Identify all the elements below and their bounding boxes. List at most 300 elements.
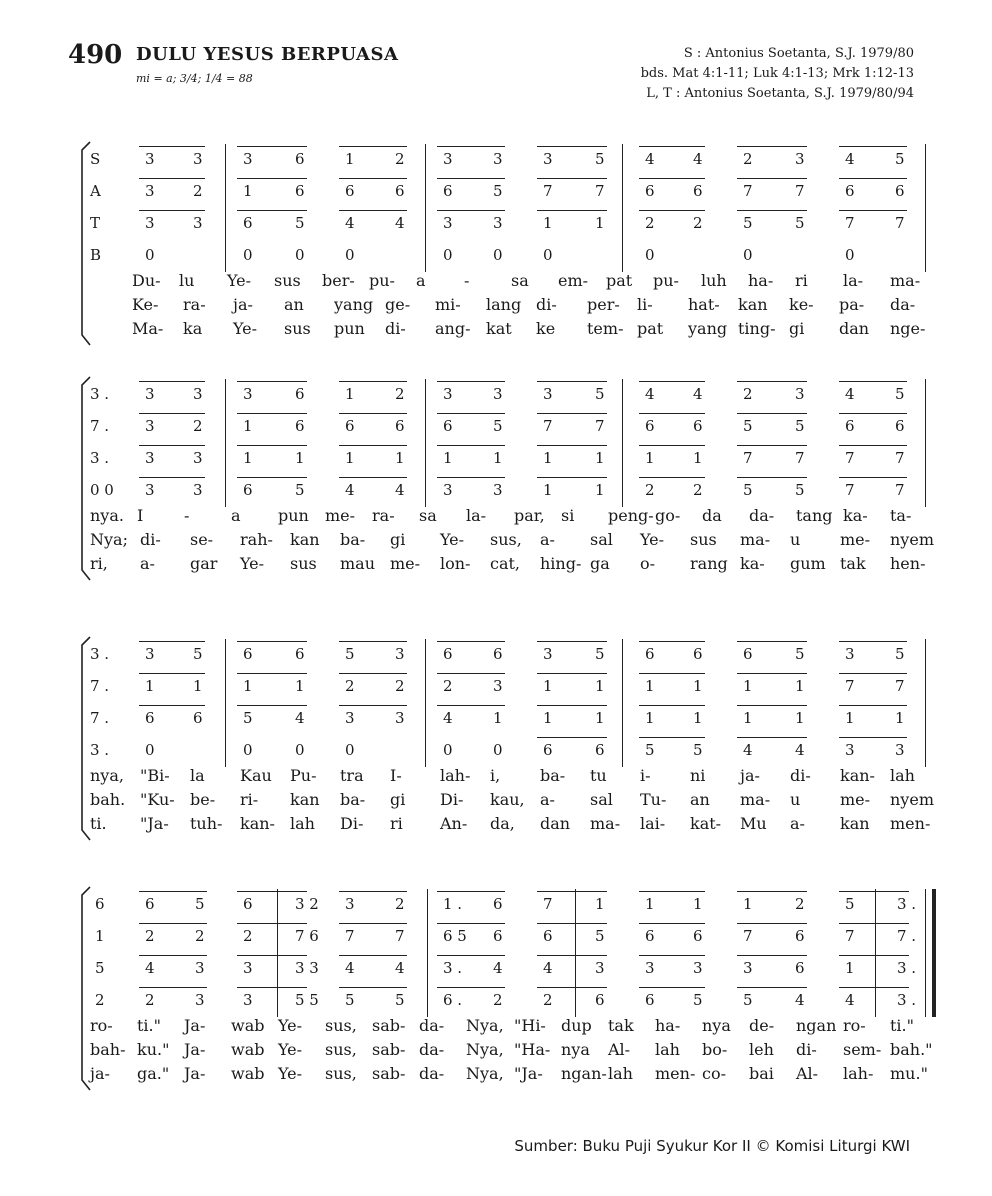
lyric-syllable: ja- (233, 295, 253, 314)
lyric-syllable: an (690, 790, 710, 809)
bar-line (925, 379, 926, 507)
lyric-syllable: bah- (90, 1040, 126, 1059)
lyric-syllable: a- (140, 554, 155, 573)
note: 1 (595, 677, 605, 695)
note-beam (339, 955, 407, 956)
note: 6 (543, 927, 553, 945)
note: 2 (145, 991, 155, 1009)
note: 1 (645, 709, 655, 727)
note: 7 (845, 927, 855, 945)
bar-line (575, 889, 576, 1017)
lyric-syllable: per- (587, 295, 620, 314)
note: 5 (595, 645, 605, 663)
lyric-syllable: ta- (890, 506, 912, 525)
note: 2 (95, 991, 105, 1009)
lyric-syllable: lon- (440, 554, 471, 573)
note: 0 (493, 246, 503, 264)
note: 4 (645, 385, 655, 403)
lyric-syllable: Ja- (184, 1040, 206, 1059)
note: 2 (395, 150, 405, 168)
note-beam (139, 641, 205, 642)
note: 6 (743, 645, 753, 663)
credit-line: bds. Mat 4:1-11; Luk 4:1-13; Mrk 1:12-13 (640, 66, 914, 81)
note-beam (437, 955, 505, 956)
lyric-syllable: o- (640, 554, 656, 573)
note: 3 (645, 959, 655, 977)
note: 2 (693, 481, 703, 499)
lyric-syllable: sal (590, 530, 613, 549)
lyric-syllable: ngan (796, 1016, 837, 1035)
note: 1 (693, 895, 703, 913)
note-beam (737, 477, 807, 478)
lyric-syllable: ke (536, 319, 556, 338)
lyric-syllable: Ye- (278, 1040, 303, 1059)
lyric-syllable: se- (190, 530, 214, 549)
lyric-syllable: da (702, 506, 722, 525)
lyric-syllable: kan (290, 530, 320, 549)
note: 7 (845, 449, 855, 467)
lyric-syllable: "Ja- (140, 814, 169, 833)
note: 6 (145, 895, 155, 913)
lyric-syllable: lah (290, 814, 315, 833)
lyric-syllable: di- (536, 295, 557, 314)
note: 7 (543, 417, 553, 435)
lyric-syllable: wab (231, 1040, 265, 1059)
note: 5 (195, 895, 205, 913)
note-beam (839, 178, 907, 179)
lyric-syllable: nya. (90, 506, 124, 525)
lyric-syllable: lah (890, 766, 915, 785)
note: 3 (493, 481, 503, 499)
note-beam (537, 641, 607, 642)
note-beam (339, 987, 407, 988)
lyric-syllable: kan (738, 295, 768, 314)
note-beam (339, 381, 407, 382)
bar-line (425, 144, 426, 272)
note: 3 (795, 385, 805, 403)
lyric-syllable: "Ha- (514, 1040, 551, 1059)
lyric-syllable: Ye- (227, 271, 252, 290)
note: 1 (795, 709, 805, 727)
note: 5 (693, 991, 703, 1009)
lyric-syllable: sab- (372, 1064, 406, 1083)
note: 0 (295, 741, 305, 759)
bar-line (425, 379, 426, 507)
lyric-syllable: lang (486, 295, 522, 314)
note: 5 (493, 417, 503, 435)
note-beam (639, 146, 705, 147)
lyric-syllable: go- (655, 506, 681, 525)
note: 6 (645, 417, 655, 435)
note: 1 (145, 677, 155, 695)
lyric-syllable: "Ja- (514, 1064, 543, 1083)
note: 5 (743, 417, 753, 435)
note-beam (839, 477, 907, 478)
note-beam (237, 178, 307, 179)
note: 2 (543, 991, 553, 1009)
lyric-syllable: lah (608, 1064, 633, 1083)
lyric-syllable: i, (490, 766, 501, 785)
note-beam (139, 445, 205, 446)
lyric-syllable: Al- (796, 1064, 819, 1083)
bar-line (875, 889, 876, 1017)
note-beam (737, 705, 807, 706)
note: 1 (295, 449, 305, 467)
lyric-syllable: mau (340, 554, 376, 573)
lyric-syllable: ma- (740, 530, 771, 549)
note: 7 (895, 449, 905, 467)
note: 1 (645, 449, 655, 467)
note: 3 (493, 385, 503, 403)
lyric-syllable: Tu- (640, 790, 667, 809)
note-beam (437, 705, 505, 706)
lyric-syllable: a- (540, 530, 555, 549)
note: 3 (693, 959, 703, 977)
lyric-syllable: a (231, 506, 241, 525)
lyric-syllable: sal (590, 790, 613, 809)
lyric-syllable: dan (839, 319, 870, 338)
lyric-syllable: a- (540, 790, 555, 809)
note: 4 (145, 959, 155, 977)
note: 6 (443, 182, 453, 200)
lyric-syllable: a (416, 271, 426, 290)
lyric-syllable: sus (274, 271, 301, 290)
lyric-syllable: - (184, 506, 190, 525)
note: 1 (243, 449, 253, 467)
lyric-syllable: "Ku- (140, 790, 175, 809)
note-beam (339, 891, 407, 892)
note: 4 (845, 385, 855, 403)
note: 1 (693, 709, 703, 727)
note: 6 (345, 417, 355, 435)
note-beam (237, 955, 307, 956)
note: 6 (295, 385, 305, 403)
note: 7 (845, 677, 855, 695)
credits (641, 44, 914, 104)
note: 3 (145, 645, 155, 663)
note-beam (639, 923, 705, 924)
lyric-syllable: pun (334, 319, 365, 338)
note: 0 (243, 246, 253, 264)
note-beam (737, 641, 807, 642)
note: 4 (345, 481, 355, 499)
source-footer: Sumber: Buku Puji Syukur Kor II © Komisi Liturgi KWI (514, 1137, 910, 1155)
lyric-syllable: Nya, (466, 1064, 504, 1083)
credit-line: S : Antonius Soetanta, S.J. 1979/80 (683, 46, 914, 61)
note: 3 (443, 481, 453, 499)
lyric-syllable: Di- (340, 814, 364, 833)
hymn-title: DULU YESUS BERPUASA (136, 44, 399, 65)
lyric-syllable: yang (688, 319, 728, 338)
note-beam (537, 923, 607, 924)
bar-line (427, 889, 428, 1017)
lyric-syllable: ba- (540, 766, 566, 785)
note: 4 (795, 991, 805, 1009)
lyric-syllable: a- (790, 814, 805, 833)
note-beam (737, 178, 807, 179)
lyric-syllable: gi (390, 790, 406, 809)
note: 3 (243, 385, 253, 403)
note: 6 (295, 417, 305, 435)
note: 3 (193, 449, 203, 467)
lyric-syllable: ba- (340, 790, 366, 809)
note: 3 (845, 741, 855, 759)
note: 3 (743, 959, 753, 977)
lyric-syllable: Ma- (132, 319, 164, 338)
lyric-syllable: be- (190, 790, 216, 809)
lyric-syllable: nya (561, 1040, 590, 1059)
lyric-syllable: lah- (843, 1064, 874, 1083)
lyric-syllable: ting- (738, 319, 776, 338)
note: 0 (443, 246, 453, 264)
lyric-syllable: pa- (839, 295, 865, 314)
lyric-syllable: ga." (137, 1064, 170, 1083)
note-beam (237, 477, 307, 478)
note-beam (237, 923, 307, 924)
note: 1 (645, 677, 655, 695)
note: 5 (295, 481, 305, 499)
lyric-syllable: ang- (435, 319, 471, 338)
note-beam (237, 673, 307, 674)
lyric-syllable: lu (179, 271, 195, 290)
note: 1 (845, 959, 855, 977)
note: 1 (395, 449, 405, 467)
note-beam (237, 445, 307, 446)
lyric-syllable: nya (702, 1016, 731, 1035)
note: 7 (543, 182, 553, 200)
lyric-syllable: ka- (740, 554, 765, 573)
note-beam (737, 955, 807, 956)
note-beam (339, 641, 407, 642)
lyric-syllable: ba- (340, 530, 366, 549)
note: 7 (345, 927, 355, 945)
lyric-syllable: ge- (385, 295, 411, 314)
note-beam (139, 413, 205, 414)
lyric-syllable: rah- (240, 530, 273, 549)
note: 3 2 (295, 895, 319, 913)
system-brace (76, 140, 96, 350)
note: 6 (443, 645, 453, 663)
lyric-syllable: ri (795, 271, 808, 290)
note-beam (737, 381, 807, 382)
note: 6 . (443, 991, 463, 1009)
bar-line (277, 889, 278, 1017)
lyric-syllable: luh (701, 271, 727, 290)
note: 1 (543, 481, 553, 499)
lyric-syllable: Ke- (132, 295, 159, 314)
note: 3 (395, 709, 405, 727)
note: 1 (595, 709, 605, 727)
note: 5 (595, 385, 605, 403)
lyric-syllable: sab- (372, 1040, 406, 1059)
lyric-syllable: di- (796, 1040, 817, 1059)
note-beam (339, 673, 407, 674)
lyric-syllable: lah- (440, 766, 471, 785)
note-beam (537, 673, 607, 674)
note: 3 (145, 214, 155, 232)
lyric-syllable: wab (231, 1016, 265, 1035)
note: 5 (345, 645, 355, 663)
lyric-syllable: hat- (688, 295, 720, 314)
note: 1 (295, 677, 305, 695)
note: 1 (895, 709, 905, 727)
lyric-syllable: sus (284, 319, 311, 338)
note: 3 (443, 214, 453, 232)
note: 3 (145, 385, 155, 403)
note-beam (839, 955, 909, 956)
note: 3 (345, 895, 355, 913)
note: 0 (243, 741, 253, 759)
lyric-syllable: ri- (240, 790, 259, 809)
note: 6 (795, 927, 805, 945)
lyric-syllable: bo- (702, 1040, 728, 1059)
note: 6 (693, 182, 703, 200)
note-beam (537, 987, 607, 988)
note-beam (437, 146, 505, 147)
lyric-syllable: mu." (890, 1064, 928, 1083)
lyric-syllable: da- (749, 506, 775, 525)
lyric-syllable: i- (640, 766, 651, 785)
lyric-syllable: ri, (90, 554, 108, 573)
note-beam (839, 445, 907, 446)
note: 2 (645, 214, 655, 232)
note: 4 (295, 709, 305, 727)
note: 6 (95, 895, 105, 913)
lyric-syllable: sem- (843, 1040, 882, 1059)
lyric-syllable: pun (278, 506, 309, 525)
lyric-syllable: sus, (490, 530, 522, 549)
note: 2 (443, 677, 453, 695)
note-beam (437, 673, 505, 674)
note-beam (737, 413, 807, 414)
note: 1 (493, 449, 503, 467)
note-beam (437, 413, 505, 414)
lyric-syllable: ma- (590, 814, 621, 833)
voice-label: B (90, 246, 102, 264)
lyric-syllable: di- (385, 319, 406, 338)
note: 7 (895, 481, 905, 499)
final-bar-line (932, 889, 936, 1017)
note-beam (639, 381, 705, 382)
note: 5 (743, 991, 753, 1009)
note: 1 (743, 709, 753, 727)
lyric-syllable: "Bi- (140, 766, 170, 785)
note-beam (839, 737, 907, 738)
note: 6 (693, 417, 703, 435)
note: 5 (295, 214, 305, 232)
note-beam (537, 210, 607, 211)
note: 1 (345, 150, 355, 168)
lyric-syllable: me- (840, 530, 871, 549)
lyric-syllable: Ja- (184, 1016, 206, 1035)
note-beam (339, 923, 407, 924)
lyric-syllable: da- (890, 295, 916, 314)
lyric-syllable: tu (590, 766, 607, 785)
lyric-syllable: kan (290, 790, 320, 809)
note-beam (639, 987, 705, 988)
note: 1 (543, 709, 553, 727)
bar-line (925, 144, 926, 272)
lyric-syllable: da- (419, 1016, 445, 1035)
bar-line (925, 889, 926, 1017)
note: 2 (395, 385, 405, 403)
lyric-syllable: u (790, 790, 801, 809)
voice-label: 7 . (90, 417, 110, 435)
voice-label: 7 . (90, 709, 110, 727)
lyric-syllable: pat (637, 319, 664, 338)
note-beam (639, 641, 705, 642)
lyric-syllable: Nya, (466, 1016, 504, 1035)
note: 7 (895, 214, 905, 232)
note-beam (537, 705, 607, 706)
note: 5 (895, 385, 905, 403)
lyric-syllable: mi- (435, 295, 461, 314)
lyric-syllable: sa (511, 271, 529, 290)
note: 1 (595, 449, 605, 467)
lyric-syllable: sus (290, 554, 317, 573)
bar-line (925, 639, 926, 767)
lyric-syllable: Ja- (184, 1064, 206, 1083)
note-beam (139, 891, 207, 892)
lyric-syllable: pu- (369, 271, 395, 290)
lyric-syllable: da, (490, 814, 515, 833)
lyric-syllable: Di- (440, 790, 464, 809)
note: 1 (693, 449, 703, 467)
note: 0 (295, 246, 305, 264)
note: 2 (145, 927, 155, 945)
note-beam (437, 477, 505, 478)
lyric-syllable: ro- (843, 1016, 866, 1035)
lyric-syllable: tem- (587, 319, 624, 338)
lyric-syllable: kat (486, 319, 512, 338)
lyric-syllable: ha- (655, 1016, 681, 1035)
lyric-syllable: sab- (372, 1016, 406, 1035)
note: 1 (543, 449, 553, 467)
note: 5 (493, 182, 503, 200)
note: 3 (395, 645, 405, 663)
note: 5 (95, 959, 105, 977)
note-beam (437, 891, 505, 892)
note: 2 (193, 417, 203, 435)
note-beam (839, 641, 907, 642)
note: 5 (743, 214, 753, 232)
note-beam (639, 705, 705, 706)
note: 1 (595, 895, 605, 913)
note-beam (639, 891, 705, 892)
note-beam (639, 178, 705, 179)
note-beam (139, 381, 205, 382)
note: 1 (243, 677, 253, 695)
lyric-syllable: si (561, 506, 575, 525)
note: 7 (795, 182, 805, 200)
note: 3 (243, 150, 253, 168)
note: 4 (693, 385, 703, 403)
bar-line (622, 639, 623, 767)
lyric-syllable: kan (840, 814, 870, 833)
note: 7 (743, 449, 753, 467)
lyric-syllable: ni (690, 766, 706, 785)
note-beam (139, 210, 205, 211)
note-beam (839, 705, 907, 706)
lyric-syllable: sus (690, 530, 717, 549)
lyric-syllable: hing- (540, 554, 582, 573)
note: 6 (645, 182, 655, 200)
note: 1 (595, 214, 605, 232)
lyric-syllable: ngan- (561, 1064, 607, 1083)
note: 3 (145, 182, 155, 200)
note: 6 (693, 645, 703, 663)
lyric-syllable: Ye- (278, 1064, 303, 1083)
